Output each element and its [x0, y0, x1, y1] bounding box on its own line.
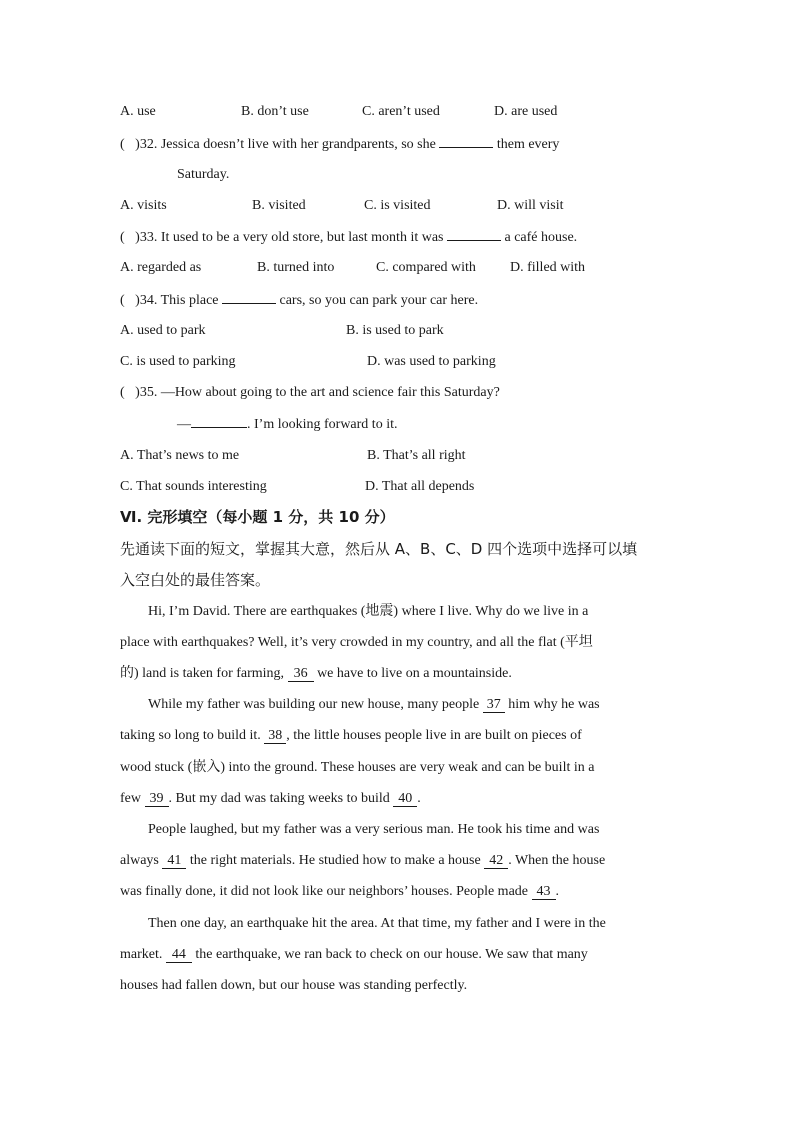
blank-41: 41: [162, 853, 186, 869]
passage-p4-line-3: houses had fallen down, but our house was standing perfectly.: [120, 978, 468, 993]
q33-stem: [120, 228, 577, 247]
passage-text: always: [120, 853, 159, 868]
passage-text: . But my dad was taking weeks to build: [168, 791, 390, 806]
q34-suffix: cars, so you can park your car here.: [279, 293, 479, 308]
passage-p2-line-1: [148, 696, 600, 714]
passage-text: While my father was building our new house, many people: [148, 697, 480, 712]
passage-text: we have to live on a mountainside.: [317, 666, 512, 681]
blank-37: 37: [483, 697, 505, 713]
q34-option-c: C. is used to parking: [120, 354, 236, 369]
q35-stem: ( )35. —How about going to the art and science fair this Saturday?: [120, 385, 500, 400]
blank-44: 44: [166, 947, 192, 963]
blank-40: 40: [393, 791, 417, 807]
q32-suffix: them every: [496, 137, 560, 152]
blank-42: 42: [484, 853, 508, 869]
passage-p3-line-3: [120, 883, 559, 901]
passage-p2-line-3: wood stuck (嵌入) into the ground. These houses are very weak and can be built in a: [120, 760, 595, 775]
section-instruction-line-2: 入空白处的最佳答案。: [120, 571, 271, 589]
q34-option-a: A. used to park: [120, 323, 206, 338]
passage-p1-line-2: place with earthquakes? Well, it’s very crowded in my country, and all the flat (平坦: [120, 635, 593, 650]
blank-38: 38: [264, 728, 286, 744]
passage-text: the earthquake, we ran back to check on our house. We saw that many: [195, 947, 588, 962]
q34-blank: [222, 291, 276, 304]
passage-p4-line-2: [120, 946, 588, 964]
q31-option-c: C. aren’t used: [362, 104, 440, 119]
q35-reply-dash: —: [177, 417, 191, 432]
passage-p4-line-1: Then one day, an earthquake hit the area. At that time, my father and I were in the: [148, 916, 606, 931]
q35-reply: [177, 415, 397, 434]
passage-text: taking so long to build it.: [120, 728, 261, 743]
q35-option-b: B. That’s all right: [367, 448, 466, 463]
q31-option-d: D. are used: [494, 104, 558, 119]
passage-text: him why he was: [508, 697, 600, 712]
passage-p2-line-2: [120, 727, 582, 745]
q32-blank: [439, 135, 493, 148]
passage-text: market.: [120, 947, 163, 962]
q33-suffix: a café house.: [504, 230, 578, 245]
q34-prefix: ( )34. This place: [120, 293, 219, 308]
passage-text: . When the house: [508, 853, 606, 868]
q35-option-d: D. That all depends: [365, 479, 475, 494]
passage-text: few: [120, 791, 141, 806]
q34-option-d: D. was used to parking: [367, 354, 496, 369]
passage-text: the right materials. He studied how to make a house: [189, 853, 481, 868]
q34-stem: [120, 291, 478, 310]
q32-option-a: A. visits: [120, 198, 167, 213]
blank-43: 43: [532, 884, 556, 900]
passage-p3-line-1: People laughed, but my father was a very serious man. He took his time and was: [148, 822, 600, 837]
q32-continuation: Saturday.: [177, 167, 230, 182]
section-title: Ⅵ. 完形填空（每小题 1 分，共 10 分）: [120, 508, 395, 526]
q33-option-d: D. filled with: [510, 260, 586, 275]
passage-p1-line-3: [120, 665, 512, 683]
q35-reply-text: . I’m looking forward to it.: [247, 417, 398, 432]
passage-p1-line-1: Hi, I’m David. There are earthquakes (地震) where I live. Why do we live in a: [148, 604, 589, 619]
q32-option-d: D. will visit: [497, 198, 564, 213]
q33-option-b: B. turned into: [257, 260, 335, 275]
blank-39: 39: [145, 791, 169, 807]
q32-stem: [120, 135, 559, 154]
section-instruction-line-1: 先通读下面的短文，掌握其大意，然后从 A、B、C、D 四个选项中选择可以填: [120, 540, 638, 558]
q33-blank: [447, 228, 501, 241]
q33-prefix: ( )33. It used to be a very old store, but last month it was: [120, 230, 444, 245]
passage-text: 的) land is taken for farming,: [120, 666, 285, 681]
q32-option-b: B. visited: [252, 198, 306, 213]
passage-text: .: [417, 791, 421, 806]
q31-option-b: B. don’t use: [241, 104, 309, 119]
passage-text: .: [555, 884, 560, 899]
blank-36: 36: [288, 666, 314, 682]
q35-option-c: C. That sounds interesting: [120, 479, 267, 494]
passage-text: was finally done, it did not look like our neighbors’ houses. People made: [120, 884, 529, 899]
passage-p3-line-2: [120, 852, 605, 870]
q32-option-c: C. is visited: [364, 198, 431, 213]
q33-option-a: A. regarded as: [120, 260, 202, 275]
q32-prefix: ( )32. Jessica doesn’t live with her grandparents, so she: [120, 137, 436, 152]
q31-option-a: A. use: [120, 104, 156, 119]
passage-p2-line-4: [120, 790, 421, 808]
q34-option-b: B. is used to park: [346, 323, 444, 338]
passage-text: , the little houses people live in are built on pieces of: [286, 728, 582, 743]
q35-option-a: A. That’s news to me: [120, 448, 240, 463]
q35-blank: [191, 415, 247, 428]
q33-option-c: C. compared with: [376, 260, 476, 275]
